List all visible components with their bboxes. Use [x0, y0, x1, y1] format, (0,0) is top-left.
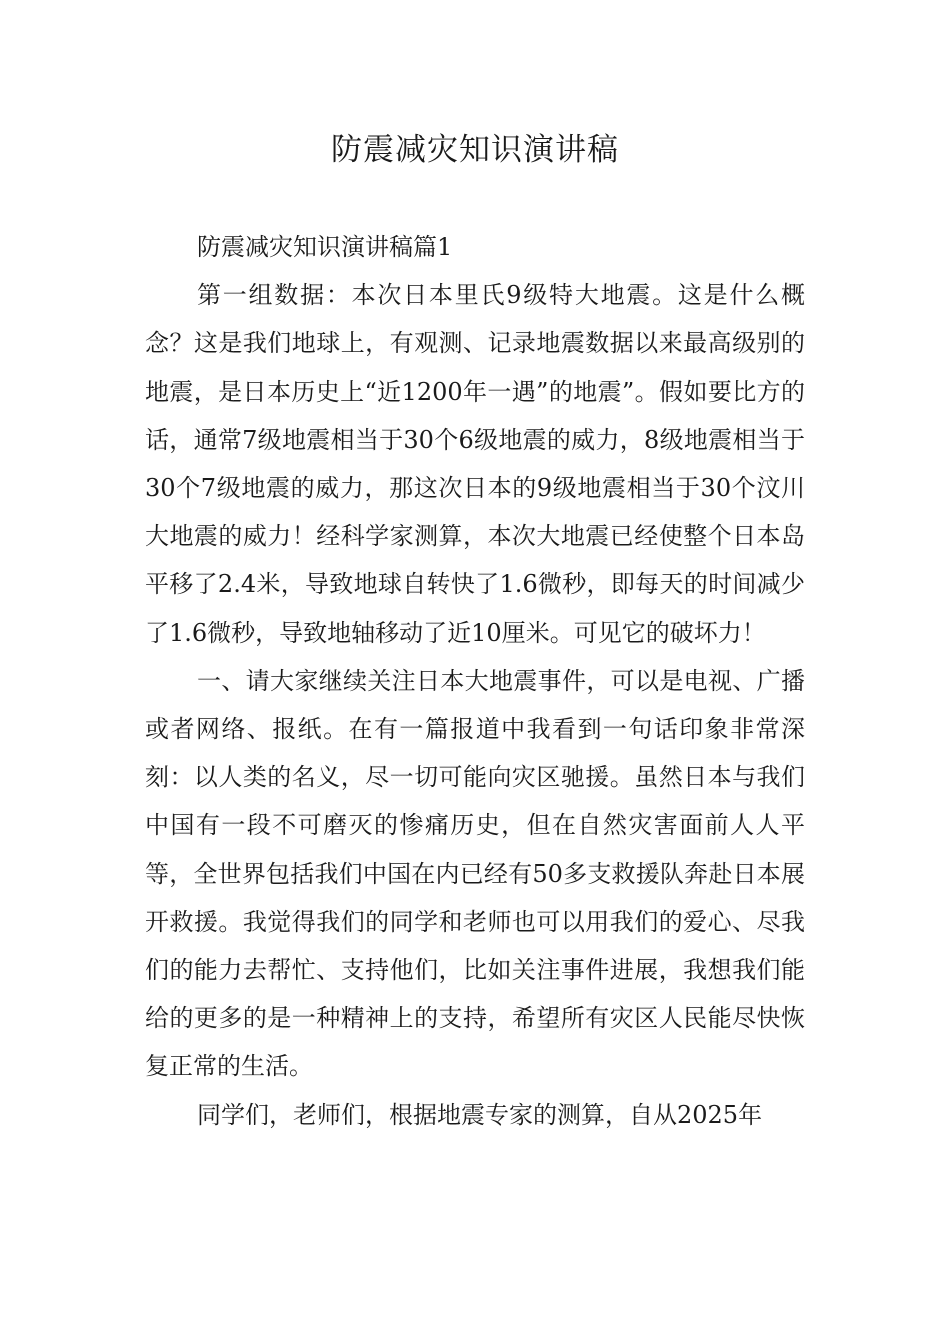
document-title: 防震减灾知识演讲稿 [331, 132, 619, 168]
section-heading: 防震减灾知识演讲稿篇1 [197, 233, 453, 261]
document-body [145, 223, 805, 1139]
paragraph-attention: 一、请大家继续关注日本大地震事件，可以是电视、广播或者网络、报纸。在有一篇报道中我看到一句话印象非常深刻：以人类的名义，尽一切可能向灾区驰援。虽然日本与我们中国有一段不可磨灭的惨痛历史，但在自然灾害面前人人平等，全世界包括我们中国在内已经有50多支救援队奔赴日本展开救援。我觉得我们的同学和老师也可以用我们的爱心、尽我们的能力去帮忙、支持他们，比如关注事件进展，我想我们能给的更多的是一种精神上的支持，希望所有灾区人民能尽快恢复正常的生活。 [145, 666, 805, 1081]
paragraph-earthquake-data: 第一组数据：本次日本里氏9级特大地震。这是什么概念？这是我们地球上，有观测、记录地震数据以来最高级别的地震，是日本历史上“近1200年一遇”的地震”。假如要比方的话，通常7级地震相当于30个6级地震的威力，8级地震相当于30个7级地震的威力，那这次日本的9级地震相当于30个汶川大地震的威力！经科学家测算，本次大地震已经使整个日本岛平移了2.4米，导致地球自转快了1.6微秒，即每天的时间减少了1.6微秒，导致地轴移动了近10厘米。可见它的破坏力！ [145, 281, 805, 647]
paragraph-closing: 同学们，老师们，根据地震专家的测算，自从2025年 [197, 1100, 763, 1129]
